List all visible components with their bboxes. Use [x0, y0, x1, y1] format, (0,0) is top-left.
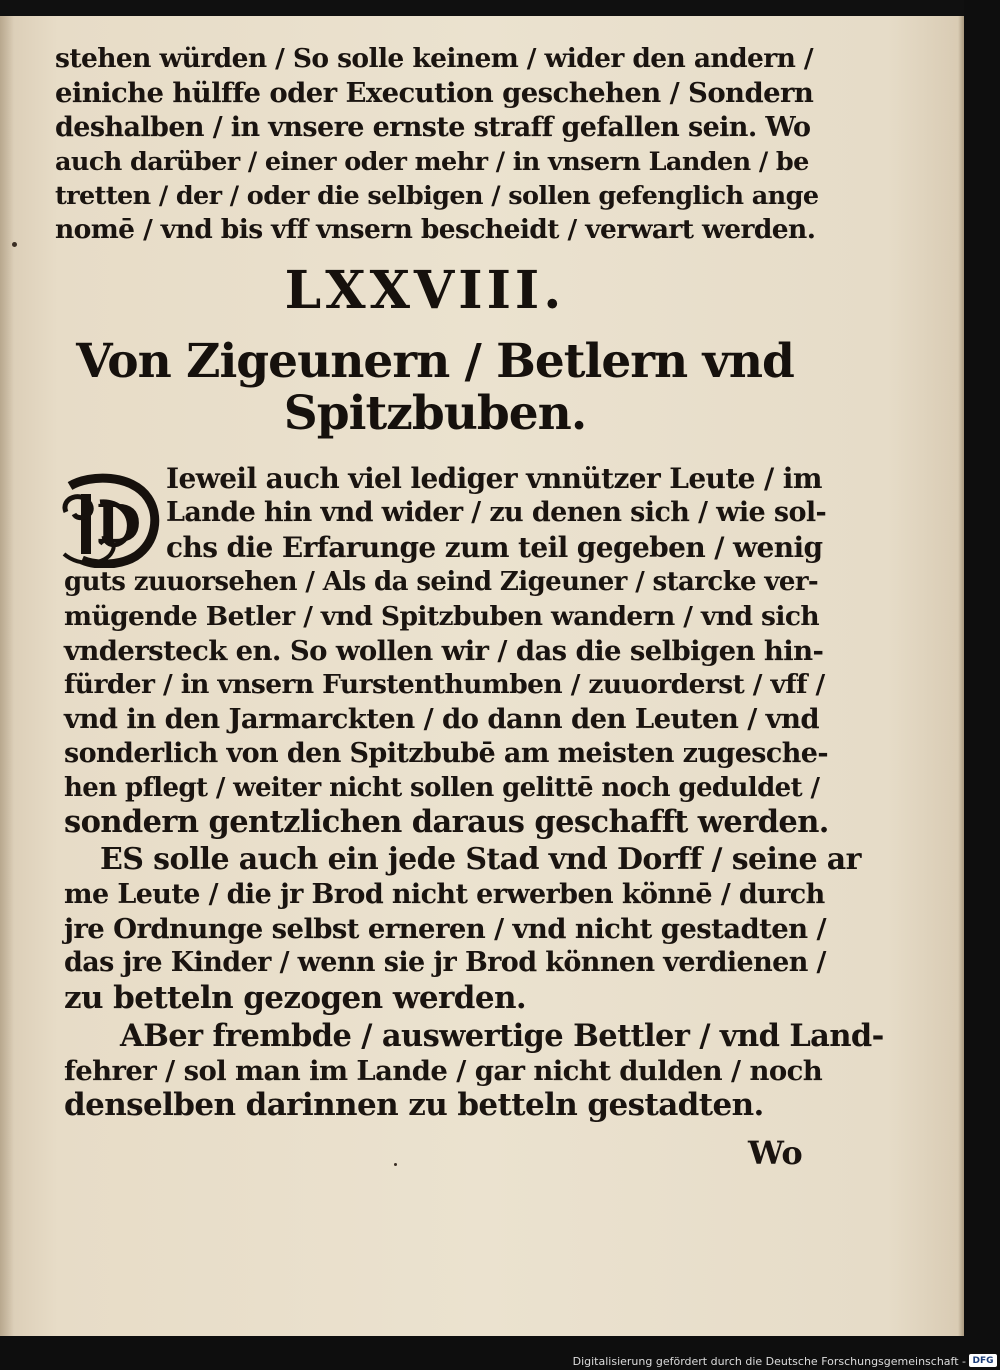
- chapter-heading-line: Spitzbuben.: [283, 386, 587, 441]
- text-line: fehrer / sol man im Lande / gar nicht dulden / noch: [64, 1055, 823, 1087]
- text-line: me Leute / die jr Brod nicht erwerben könnē / durch: [64, 879, 825, 910]
- initial-letter: D: [96, 494, 142, 555]
- chapter-heading-line: Von Zigeunern / Betlern vnd: [76, 334, 794, 389]
- digitization-credit: Digitalisierung gefördert durch die Deutsche Forschungsgemeinschaft -: [572, 1355, 966, 1368]
- text-line: auch darüber / einer oder mehr / in vnsern Landen / be: [55, 147, 809, 177]
- text-line: chs die Erfarunge zum teil gegeben / wenig: [166, 531, 823, 564]
- text-line: stehen würden / So solle keinem / wider den andern /: [55, 43, 814, 74]
- text-line: ES solle auch ein jede Stad vnd Dorff / seine ar: [100, 842, 861, 877]
- chapter-number: LXXVIII.: [284, 260, 566, 321]
- text-line: deshalben / in vnsere ernste straff gefallen sein. Wo: [55, 112, 811, 143]
- text-line: Ieweil auch viel lediger vnnützer Leute / im: [166, 462, 822, 495]
- text-line: einiche hülffe oder Execution geschehen / Sondern: [55, 77, 814, 109]
- decorated-initial: [60, 472, 162, 568]
- text-line: vnd in den Jarmarckten / do dann den Leuten / vnd: [64, 703, 820, 735]
- text-line: das jre Kinder / wenn sie jr Brod können verdienen /: [64, 947, 826, 978]
- text-line: fürder / in vnsern Furstenthumben / zuuorderst / vff /: [64, 669, 825, 700]
- text-line: tretten / der / oder die selbigen / sollen gefenglich ange: [55, 181, 819, 211]
- text-line: zu betteln gezogen werden.: [64, 980, 527, 1016]
- text-line: Lande hin vnd wider / zu denen sich / wie sol-: [166, 497, 827, 528]
- paper-speck: [12, 242, 17, 247]
- paper-speck: [394, 1163, 397, 1166]
- text-line: guts zuuorsehen / Als da seind Zigeuner / starcke ver-: [64, 567, 819, 597]
- text-line: sondern gentzlichen daraus geschafft werden.: [64, 804, 829, 840]
- text-line: hen pflegt / weiter nicht sollen gelittē noch geduldet /: [64, 773, 820, 803]
- text-line: nomē / vnd bis vff vnsern bescheidt / verwart werden.: [55, 214, 816, 245]
- text-line: sonderlich von den Spitzbubē am meisten zugesche-: [64, 738, 828, 769]
- text-line: jre Ordnunge selbst erneren / vnd nicht gestadten /: [64, 913, 826, 945]
- text-line: denselben darinnen zu betteln gestadten.: [64, 1087, 764, 1123]
- text-line: vndersteck en. So wollen wir / das die selbigen hin-: [64, 635, 824, 667]
- catchword: Wo: [748, 1134, 803, 1172]
- top-edge: [0, 0, 964, 16]
- dfg-logo: DFG: [969, 1354, 997, 1367]
- book-page: [0, 16, 964, 1336]
- text-line: ABer frembde / auswertige Bettler / vnd Land-: [120, 1018, 884, 1054]
- text-line: mügende Betler / vnd Spitzbuben wandern / vnd sich: [64, 601, 820, 632]
- ornamental-initial-icon: [60, 472, 162, 568]
